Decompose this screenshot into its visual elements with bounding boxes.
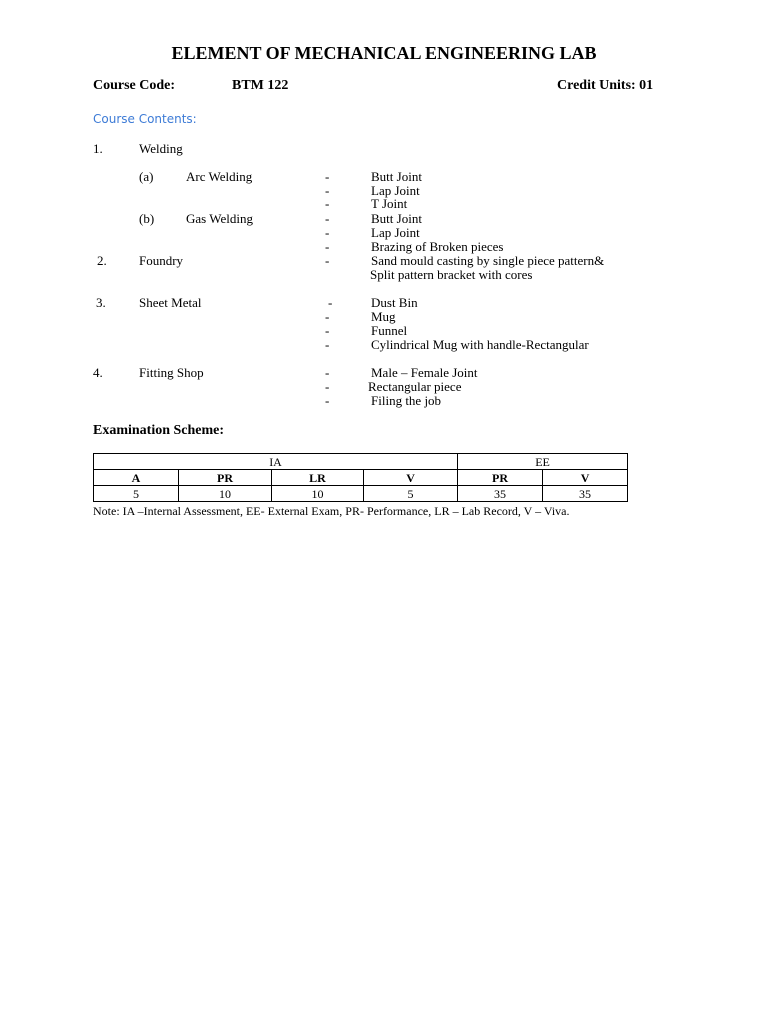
- section-title-foundry: Foundry: [139, 253, 184, 268]
- table-cell: 35: [458, 486, 543, 502]
- group-header-ia: IA: [94, 454, 458, 470]
- dash: -: [325, 379, 330, 394]
- list-item: Dust Bin: [371, 295, 418, 310]
- list-item: Mug: [371, 309, 396, 324]
- dash: -: [325, 225, 330, 240]
- list-item: T Joint: [371, 196, 408, 211]
- course-code-label: Course Code:: [93, 78, 176, 93]
- subsection-letter: (b): [139, 211, 155, 226]
- dash: -: [325, 211, 330, 226]
- section-title-sheet-metal: Sheet Metal: [139, 295, 202, 310]
- dash: -: [325, 239, 330, 254]
- exam-scheme-table: [93, 453, 628, 502]
- dash: -: [325, 196, 330, 211]
- column-header: A: [94, 470, 179, 486]
- section-number: 1.: [93, 141, 103, 156]
- subsection-title-arc-welding: Arc Welding: [186, 169, 253, 184]
- section-number: 4.: [93, 365, 103, 380]
- subsection-title-gas-welding: Gas Welding: [186, 211, 253, 226]
- list-item: Butt Joint: [371, 169, 422, 184]
- section-title-welding: Welding: [139, 141, 183, 156]
- dash: -: [325, 323, 330, 338]
- group-header-ee: EE: [458, 454, 628, 470]
- table-cell: 5: [364, 486, 458, 502]
- column-header: PR: [179, 470, 272, 486]
- dash: -: [328, 295, 333, 310]
- page-title: ELEMENT OF MECHANICAL ENGINEERING LAB: [171, 43, 597, 63]
- dash: -: [325, 183, 330, 198]
- course-contents-header: Course Contents:: [93, 112, 197, 126]
- list-item: Sand mould casting by single piece pattern&: [371, 253, 605, 268]
- column-header: LR: [272, 470, 364, 486]
- table-row: [94, 470, 628, 486]
- list-item-continuation: Split pattern bracket with cores: [370, 267, 533, 282]
- dash: -: [325, 365, 330, 380]
- list-item: Cylindrical Mug with handle-Rectangular: [371, 337, 589, 352]
- list-item: Male – Female Joint: [371, 365, 478, 380]
- list-item: Filing the job: [371, 393, 442, 408]
- dash: -: [325, 337, 330, 352]
- table-row: [94, 486, 628, 502]
- list-item: Rectangular piece: [368, 379, 462, 394]
- table-row: [94, 454, 628, 470]
- course-code-value: BTM 122: [232, 78, 289, 93]
- list-item: Lap Joint: [371, 225, 420, 240]
- dash: -: [325, 309, 330, 324]
- section-number: 3.: [96, 295, 106, 310]
- list-item: Brazing of Broken pieces: [371, 239, 504, 254]
- column-header: PR: [458, 470, 543, 486]
- list-item: Butt Joint: [371, 211, 422, 226]
- exam-scheme-heading: Examination Scheme:: [93, 423, 225, 438]
- dash: -: [325, 393, 330, 408]
- exam-note: Note: IA –Internal Assessment, EE- External Exam, PR- Performance, LR – Lab Record, V – Viva.: [93, 504, 570, 518]
- dash: -: [325, 253, 330, 268]
- column-header: V: [543, 470, 628, 486]
- table-cell: 35: [543, 486, 628, 502]
- credit-units: Credit Units: 01: [557, 78, 654, 93]
- section-title-fitting-shop: Fitting Shop: [139, 365, 204, 380]
- list-item: Lap Joint: [371, 183, 420, 198]
- section-number: 2.: [97, 253, 107, 268]
- table-cell: 5: [94, 486, 179, 502]
- subsection-letter: (a): [139, 169, 154, 184]
- table-cell: 10: [179, 486, 272, 502]
- list-item: Funnel: [371, 323, 408, 338]
- table-cell: 10: [272, 486, 364, 502]
- dash: -: [325, 169, 330, 184]
- column-header: V: [364, 470, 458, 486]
